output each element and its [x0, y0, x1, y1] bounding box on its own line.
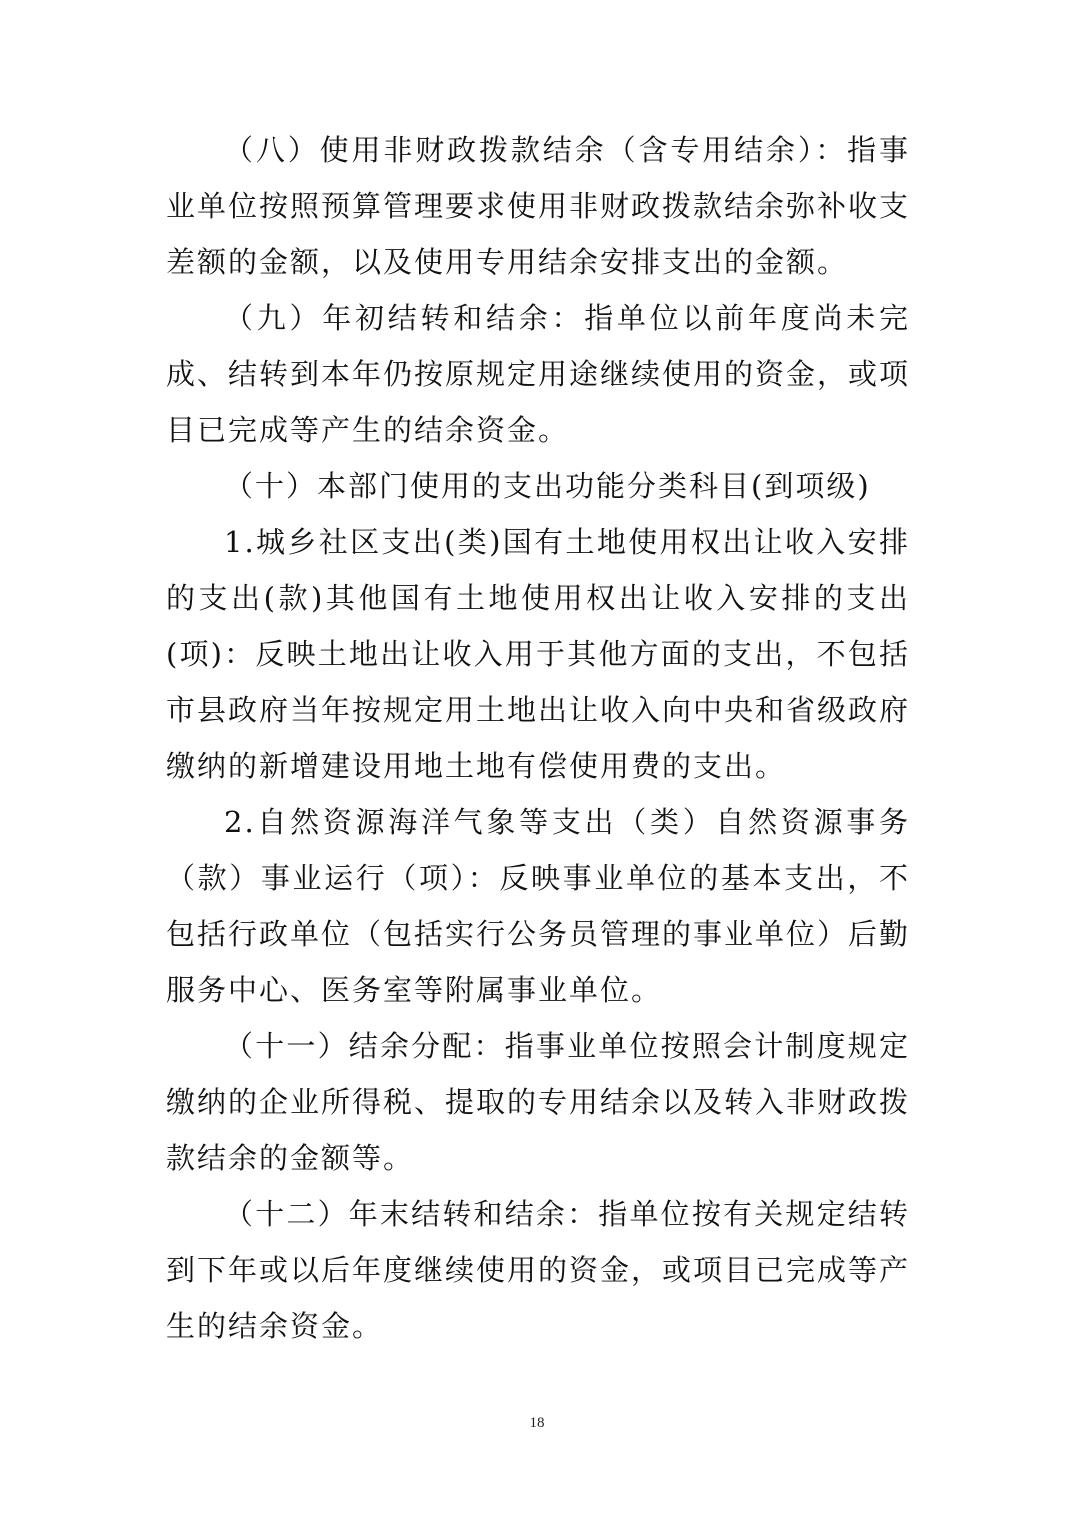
body-text [166, 122, 910, 1354]
page-number: 18 [529, 1415, 545, 1431]
paragraph-item-10: （十）本部门使用的支出功能分类科目(到项级) [224, 469, 871, 503]
paragraph-item-8: （八）使用非财政拨款结余（含专用结余）：指事业单位按照预算管理要求使用非财政拨款结余弥补收支差额的金额，以及使用专用结余安排支出的金额。 [166, 133, 911, 279]
paragraph-item-11: （十一）结余分配：指事业单位按照会计制度规定缴纳的企业所得税、提取的专用结余以及转入非财政拨款结余的金额等。 [166, 1029, 911, 1175]
paragraph-item-9: （九）年初结转和结余：指单位以前年度尚未完成、结转到本年仍按原规定用途继续使用的资金，或项目已完成等产生的结余资金。 [166, 301, 911, 447]
paragraph-subitem-2: 2.自然资源海洋气象等支出（类）自然资源事务（款）事业运行（项）：反映事业单位的基本支出，不包括行政单位（包括实行公务员管理的事业单位）后勤服务中心、医务室等附属事业单位。 [166, 805, 911, 1007]
paragraph-item-12: （十二）年末结转和结余：指单位按有关规定结转到下年或以后年度继续使用的资金，或项目已完成等产生的结余资金。 [166, 1197, 911, 1343]
paragraph-subitem-1: 1.城乡社区支出(类)国有土地使用权出让收入安排的支出(款)其他国有土地使用权出让收入安排的支出(项)：反映土地出让收入用于其他方面的支出，不包括市县政府当年按规定用土地出让收入向中央和省级政府缴纳的新增建设用地土地有偿使用费的支出。 [166, 525, 911, 783]
